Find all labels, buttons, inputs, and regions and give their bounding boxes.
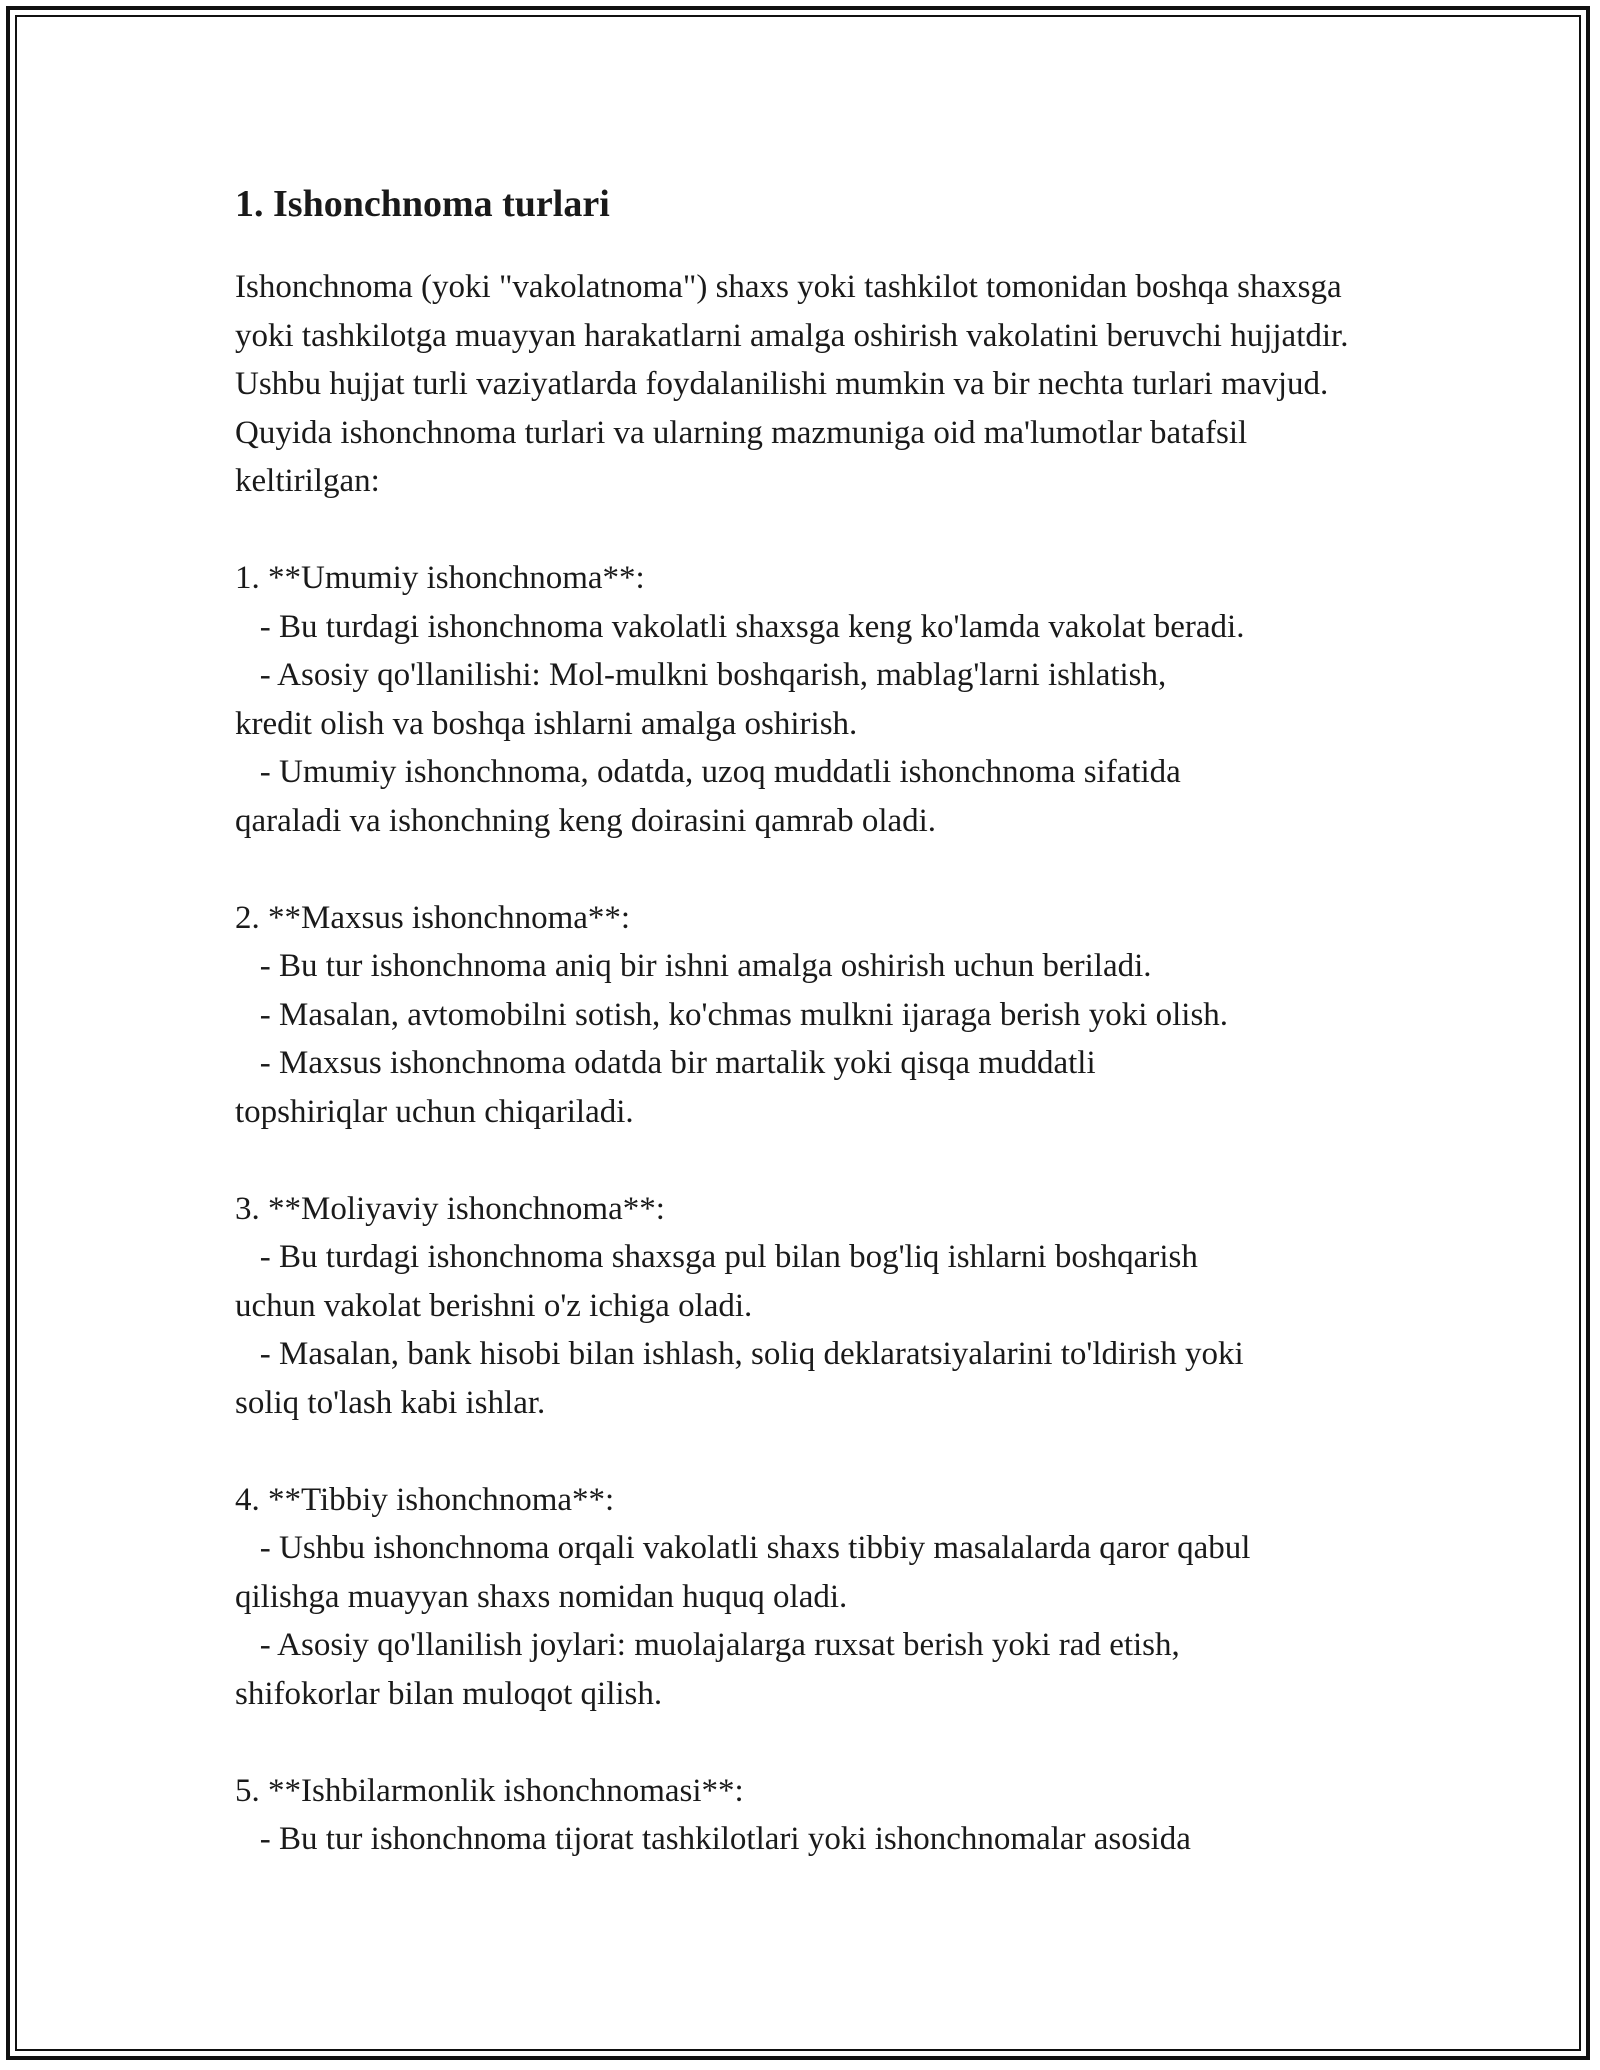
section-line: - Bu turdagi ishonchnoma shaxsga pul bilan bog'liq ishlarni boshqarish: [235, 1239, 1198, 1276]
section-line: - Ushbu ishonchnoma orqali vakolatli shaxs tibbiy masalalarda qaror qabul: [235, 1530, 1251, 1567]
section-block: [235, 894, 1395, 1137]
spacer: [235, 506, 1395, 555]
spacer: [235, 1718, 1395, 1767]
section-title: 1. **Umumiy ishonchnoma**:: [235, 560, 645, 597]
section-line: topshiriqlar uchun chiqariladi.: [235, 1093, 634, 1130]
document-body: [235, 180, 1395, 1864]
section-line: qilishga muayyan shaxs nomidan huquq oladi.: [235, 1578, 848, 1615]
section-block: [235, 1185, 1395, 1428]
section-line: - Masalan, bank hisobi bilan ishlash, soliq deklaratsiyalarini to'ldirish yoki: [235, 1336, 1244, 1373]
section-block: [235, 1767, 1395, 1864]
spacer: [235, 1136, 1395, 1185]
section-line: - Bu turdagi ishonchnoma vakolatli shaxsga keng ko'lamda vakolat beradi.: [235, 608, 1245, 645]
section-title: 2. **Maxsus ishonchnoma**:: [235, 899, 631, 936]
document-heading: 1. Ishonchnoma turlari: [235, 183, 610, 225]
section-line: - Asosiy qo'llanilishi: Mol-mulkni boshqarish, mablag'larni ishlatish,: [235, 657, 1167, 694]
sections-list: [235, 554, 1395, 1864]
section-line: - Bu tur ishonchnoma aniq bir ishni amalga oshirish uchun beriladi.: [235, 948, 1152, 985]
section-block: [235, 1476, 1395, 1719]
section-line: kredit olish va boshqa ishlarni amalga oshirish.: [235, 705, 858, 742]
section-line: shifokorlar bilan muloqot qilish.: [235, 1675, 663, 1712]
section-line: - Bu tur ishonchnoma tijorat tashkilotlari yoki ishonchnomalar asosida: [235, 1821, 1191, 1858]
section-line: qaraladi va ishonchning keng doirasini qamrab oladi.: [235, 802, 937, 839]
section-title: 3. **Moliyaviy ishonchnoma**:: [235, 1190, 665, 1227]
section-title: 5. **Ishbilarmonlik ishonchnomasi**:: [235, 1772, 744, 1809]
section-title: 4. **Tibbiy ishonchnoma**:: [235, 1481, 615, 1518]
section-line: soliq to'lash kabi ishlar.: [235, 1384, 546, 1421]
section-line: - Asosiy qo'llanilish joylari: muolajalarga ruxsat berish yoki rad etish,: [235, 1627, 1180, 1664]
spacer: [235, 845, 1395, 894]
section-block: [235, 554, 1395, 845]
section-line: - Masalan, avtomobilni sotish, ko'chmas mulkni ijaraga berish yoki olish.: [235, 996, 1229, 1033]
section-line: uchun vakolat berishni o'z ichiga oladi.: [235, 1287, 753, 1324]
intro-paragraph: Ishonchnoma (yoki "vakolatnoma") shaxs yoki tashkilot tomonidan boshqa shaxsga yoki tashkilotga muayyan harakatlarni amalga oshirish vakolatini beruvchi hujjatdir. Ushbu hujjat turli vaziyatlarda foydalanilishi mumkin va bir nechta turlari mavjud. Quyida ishonchnoma turlari va ularning mazmuniga oid ma'lumotlar batafsil keltirilgan:: [235, 269, 1349, 500]
section-line: - Maxsus ishonchnoma odatda bir martalik yoki qisqa muddatli: [235, 1045, 1096, 1082]
section-line: - Umumiy ishonchnoma, odatda, uzoq muddatli ishonchnoma sifatida: [235, 754, 1181, 791]
spacer: [235, 1427, 1395, 1476]
